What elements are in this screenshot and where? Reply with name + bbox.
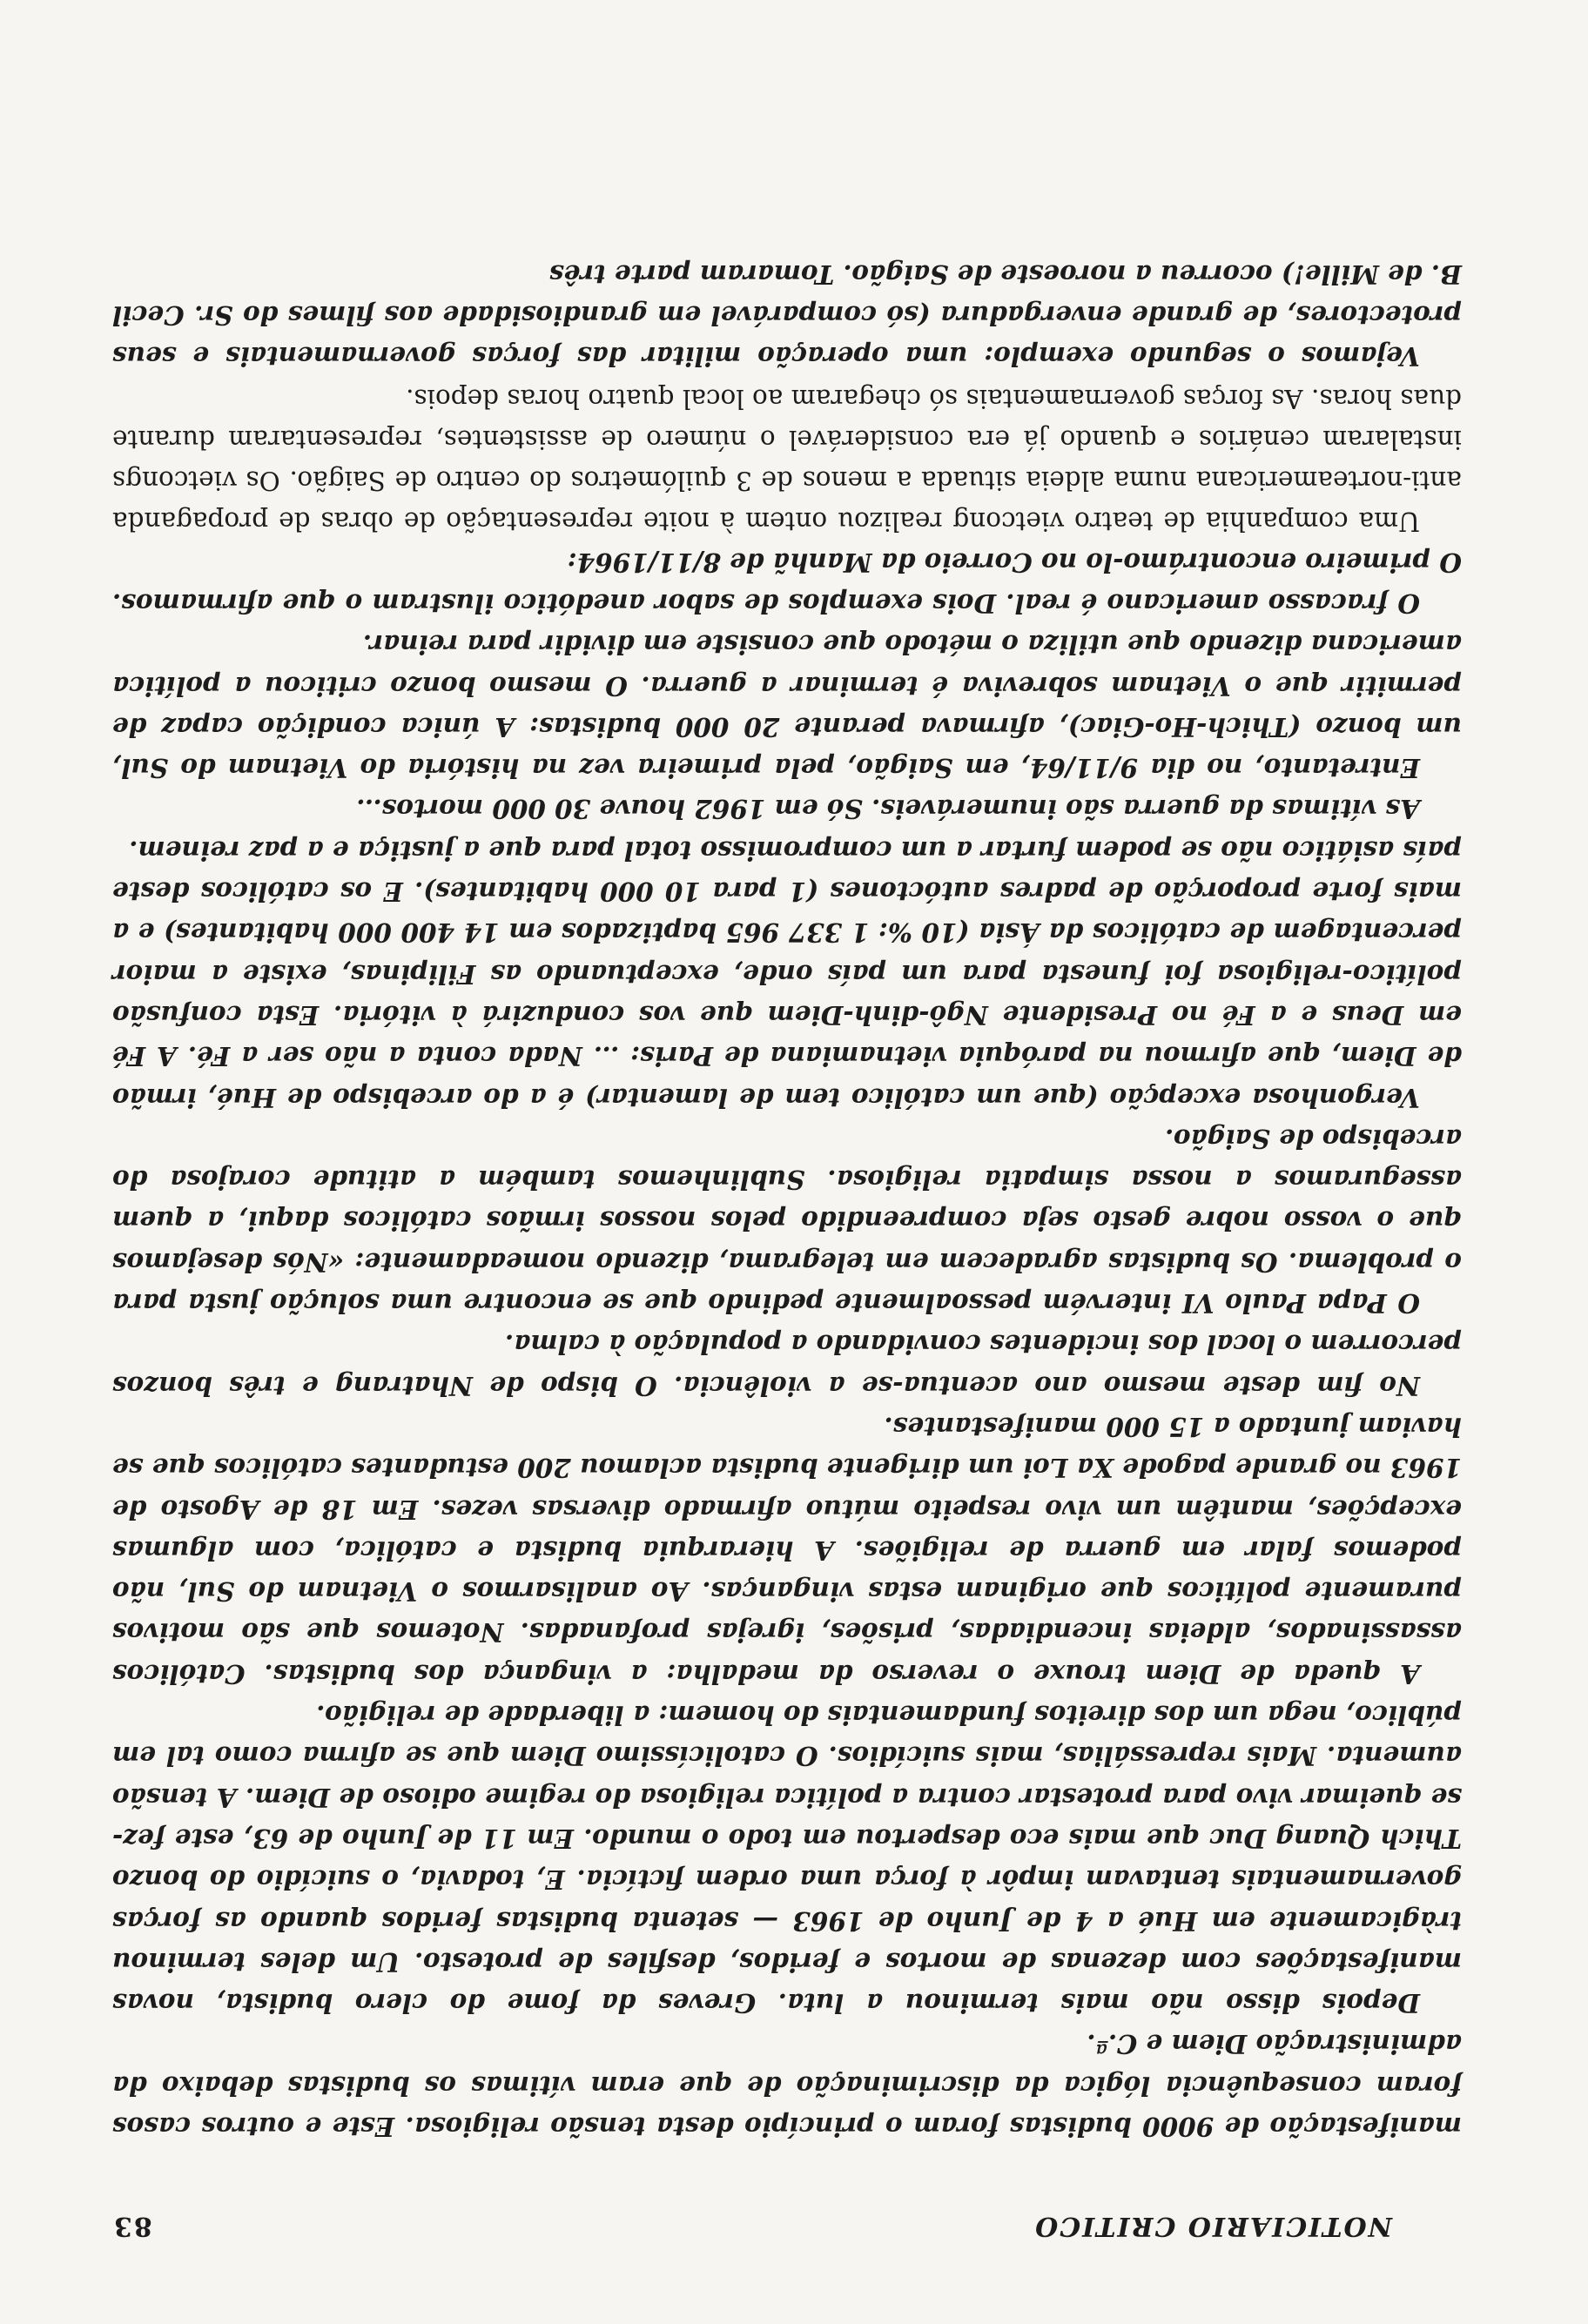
paragraph: Uma companhia de teatro vietcong realizou ontem à noite representação de obras de propaganda anti-norteamericana numa aldeia situada a menos de 3 quilómetros do centro de Saigão. Os vietcongs instalaram cenários e quando já era considerável o número de assistentes, representaram durante duas horas. As forças governamentais só chegaram ao local quatro horas depois. [112,383,1462,537]
paragraph: No fim deste mesmo ano acentua-se a violência. O bispo de Nhatrang e três bonzos percorrem o local dos incidentes convidando a população à calma. [112,1329,1462,1401]
paragraph: Vejamos o segundo exemplo: uma operação militar das forças governamentais e seus protectores, de grande envergadura (só comparável em grandiosidade aos filmes do Sr. Cecil B. de Mille!) ocorreu a noroeste de Saigão. Tomaram parte três [112,259,1462,373]
paragraph: Entretanto, no dia 9/11/64, em Saigão, pela primeira vez na história do Vietnam do Sul, um bonzo (Thich-Ho-Giac), afirmava perante 20 000 budistas: A única condição capaz de permitir que o Vietnam sobreviva é terminar a guerra. O mesmo bonzo criticou a política americana dizendo que utiliza o método que consiste em dividir para reinar. [112,629,1462,784]
running-head [112,2191,1462,2241]
paragraph: Depois disso não mais terminou a luta. Greves da fome do clero budista, novas manifestações com dezenas de mortos e feridos, desfiles de protesto. Um deles terminou tràgicamente em Hué a 4 de Junho de 1963 — setenta budistas feridos quando as forças governamentais tentavam impôr à força uma ordem fictícia. E, todavia, o suicídio do bonzo Thich Quang Duc que mais eco despertou em todo o mundo. Em 11 de Junho de 63, este fez-se queimar vivo para protestar contra a política religiosa do regime odioso de Diem. A tensão aumenta. Mais repressálias, mais suicídios. O catolicíssimo Diem que se afirma como tal em público, nega um dos direitos fundamentais do homem: a liberdade de religião. [112,1700,1462,2019]
paragraph: O fracasso americano é real. Dois exemplos de sabor anedótico ilustram o que afirmamos. O primeiro encontrámo-lo no Correio da Manhã de 8/11/1964: [112,547,1462,620]
paragraph: O Papa Paulo VI intervém pessoalmente pedindo que se encontre uma solução justa para o problema. Os budistas agradecem em telegrama, dizendo nomeadamente: «Nós desejamos que o vosso nobre gesto seja compreendido pelos nossos irmãos católicos daqui, a quem asseguramos a nossa simpatia religiosa. Sublinhemos também a atitude corajosa do arcebispo de Saigão. [112,1123,1462,1320]
paragraph: manifestação de 9000 budistas foram o princípio desta tensão religiosa. Este e outros casos foram consequência lógica da discriminação de que eram vítimas os budistas debaixo da administração Diem e C.ª. [112,2029,1462,2142]
paragraph: A queda de Diem trouxe o reverso da medalha: a vingança dos budistas. Católicos assassinados, aldeias incendiadas, prisões, igrejas profanadas. Notemos que são motivos puramente políticos que originam estas vinganças. Ao analisarmos o Vietnam do Sul, não podemos falar em guerra de religiões. A hierarquia budista e católica, com algumas excepções, mantêm um vivo respeito mútuo afirmado diversas vezes. Em 18 de Agosto de 1963 no grande pagode Xa Loi um dirigente budista aclamou 200 estudantes católicos que se haviam juntado a 15 000 manifestantes. [112,1411,1462,1689]
body-text [112,253,1462,2147]
paragraph: Vergonhosa excepção (que um católico tem de lamentar) é a do arcebispo de Hué, irmão de Diem, que afirmou na paróquia vietnamiana de Paris: … Nada conta a não ser a Fé. A Fé em Deus e a Fé no Presidente Ngô-dinh-Diem que vos conduzirá à vitória. Esta confusão político-religiosa foi funesta para um país onde, exceptuando as Filipinas, existe a maior percentagem de católicos da Ásia (10 %: 1 337 965 baptizados em 14 400 000 habitantes) e a mais forte proporção de padres autóctones (1 para 10 000 habitantes). E os católicos deste país asiático não se podem furtar a um compromisso total para que a justiça e a paz reinem. [112,835,1462,1113]
running-head-title: NOTICIARIO CRITICO [1033,2211,1392,2241]
page-content [112,253,1462,2241]
paragraph: As vítimas da guerra são inumeráveis. Só em 1962 houve 30 000 mortos… [356,794,1420,825]
page-number: 83 [112,2211,152,2241]
